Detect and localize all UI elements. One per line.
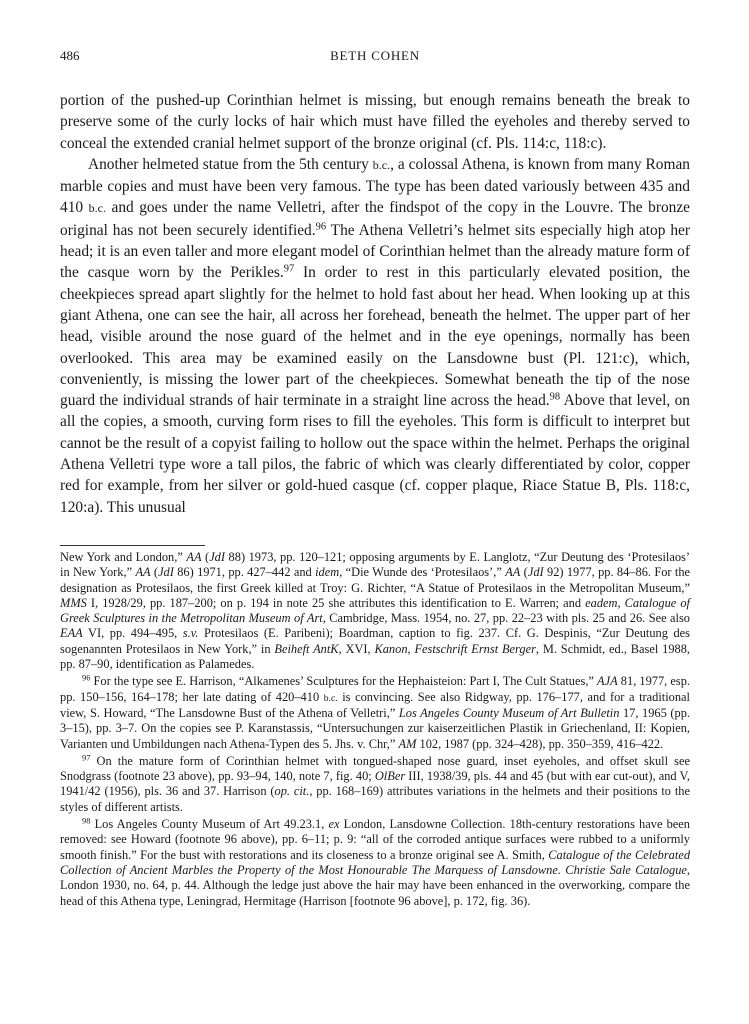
running-head: BETH COHEN [330, 48, 420, 63]
paragraph-2 [60, 154, 690, 518]
page-header [60, 48, 690, 70]
paragraph-text: , a colossal Athena, is known from many Roman marble copies and must have been very famous. The type has been dated variously between 435 and 410 [60, 155, 690, 217]
footnote-97: $^{97}$ On the mature form of Corinthian helmet with tongued-shaped nose guard, inset eyeholes, and offset skull see Snodgrass (footnote 23 above), pp. 93–94, 140, note 7, fig. 40; OlBer III, 1938/39, pls. 44 and 45 (but with ear cut-out), and V, 1941/42 (1956), pls. 36 and 37. Harrison (op. cit., pp. 168–169) attributes variations in the helmets and their positions to the styles of different artists. [60, 752, 690, 814]
paragraph-text: and goes under the name Velletri, after the findspot of the copy in the Louvre. The bronze original has not been securely identified. [60, 199, 691, 239]
paragraph-text: The Athena Velletri’s helmet sits especially high atop her head; it is an even taller and more elegant model of Corinthian helmet than the already mature form of the casque worn by the Perikles. [60, 221, 690, 282]
footnote-number: 96 [82, 672, 91, 683]
paragraph-text: portion of the pushed-up Corinthian helmet is missing, but enough remains beneath the break to preserve some of the curly locks of hair which must have filled the eyeholes and thereby served to conceal the extended cranial helmet support of the bronze original (cf. Pls. 114:c, 118:c). [60, 92, 690, 152]
body-text [60, 90, 690, 518]
footnote-number: 98 [82, 815, 91, 826]
footnote-ref-98[interactable]: 98 [549, 391, 561, 403]
footnote-98: $^{98}$ Los Angeles County Museum of Art 49.23.1, ex London, Lansdowne Collection. 18th-century restorations have been removed: see Howard (footnote 96 above), pp. 6–11; p. 9: “all of the corroded antique surfaces were rubbed to a uniformly smooth finish.” For the bust with restorations and its closeness to a bronze original see A. Smith, Catalogue of the Celebrated Collection of Ancient Marbles the Property of the Most Honourable The Marquess of Lansdowne. Christie Sale Catalogue, London 1930, no. 64, p. 44. Although the ledge just above the hair may have been enhanced in the overworking, compare the head of this Athena type, Leningrad, Hermitage (Harrison [footnote 96 above], p. 172, fig. 36). [60, 815, 691, 908]
footnote-divider [60, 545, 205, 546]
paragraph-text: Above that level, on all the copies, a smooth, curving form rises to fill the eyeholes. This form is difficult to interpret but cannot be the result of a copyist failing to hollow out the space within the helmet. Perhaps the original Athena Velletri type wore a tall pilos, the fabric of which was clearly differentiated by color, copper red for example, from her silver or gold-hued casque (cf. copper plaque, Riace Statue B, Pls. 118:c, 120:a). This unusual [60, 392, 690, 516]
footnote-ref-96[interactable]: 96 [315, 221, 327, 233]
paragraph-1 [60, 90, 690, 154]
footnote-96: $^{96}$ For the type see E. Harrison, “Alkamenes’ Sculptures for the Hephaisteion: Part I, The Cult Statues,” AJA 81, 1977, esp. pp. 150–156, 164–178; her late dating of 420–410 b.c. is convincing. See also Ridgway, pp. 176–177, and for a traditional view, S. Howard, “The Lansdowne Bust of the Athena of Velletri,” Los Angeles County Museum of Art Bulletin 17, 1965 (pp. 3–15), pp. 3–7. On the copies see P. Karanstassis, “Untersuchungen zur kaiserzeitlichen Plastik in Griechenland, II: Kopien, Varianten und Umbildungen nach Athena-Typen des 5. Jhs. v. Chr,” AM 102, 1987 (pp. 324–428), pp. 350–359, 416–422. [60, 672, 690, 751]
footnote-continued: New York and London,” AA (JdI 88) 1973, pp. 120–121; opposing arguments by E. Langlotz, “Zur Deutung des ‘Protesilaos’ in New York,” AA (JdI 86) 1971, pp. 427–442 and idem, “Die Wunde des ‘Protesilaos’,” AA (JdI 92) 1977, pp. 84–86. For the designation as Protesilaos, the first Greek killed at Troy: G. Richter, “A Statue of Protesilaos in the Metropolitan Museum,” MMS I, 1928/29, pp. 187–200; on p. 194 in note 25 she attributes this identification to E. Warren; and eadem, Catalogue of Greek Sculptures in the Metropolitan Museum of Art, Cambridge, Mass. 1954, no. 27, pp. 22–23 with pls. 25 and 26. See also EAA VI, pp. 494–495, s.v. Protesilaos (E. Paribeni); Boardman, caption to fig. 237. Cf. G. Despinis, “Zur Deutung des sogenannten Protesilaos in New York,” in Beiheft AntK, XVI, Kanon, Festschrift Ernst Berger, M. Schmidt, ed., Basel 1988, pp. 87–90, identification as Palamedes. [60, 550, 691, 672]
small-caps-era: b.c. [88, 201, 106, 216]
page-number: 486 [60, 48, 80, 63]
paragraph-text: Another helmeted statue from the 5th century [88, 155, 373, 173]
paragraph-text: In order to rest in this particularly elevated position, the cheekpieces spread apart slightly for the helmet to hold fast about her head. When looking up at this giant Athena, one can see the hair, all across her forehead, beneath the helmet. The upper part of her head, visible around the nose guard of the helmet and in the eye openings, normally has been overlooked. This area may be examined easily on the Lansdowne bust (Pl. 121:c), which, conveniently, is missing the lower part of the cheekpieces. Somewhat beneath the tip of the nose guard the individual strands of hair terminate in a straight line across the head. [60, 264, 690, 410]
small-caps-era: b.c. [372, 157, 391, 172]
footnote-ref-97[interactable]: 97 [283, 263, 295, 275]
footnote-number: 97 [82, 752, 91, 763]
footnotes [60, 550, 690, 911]
